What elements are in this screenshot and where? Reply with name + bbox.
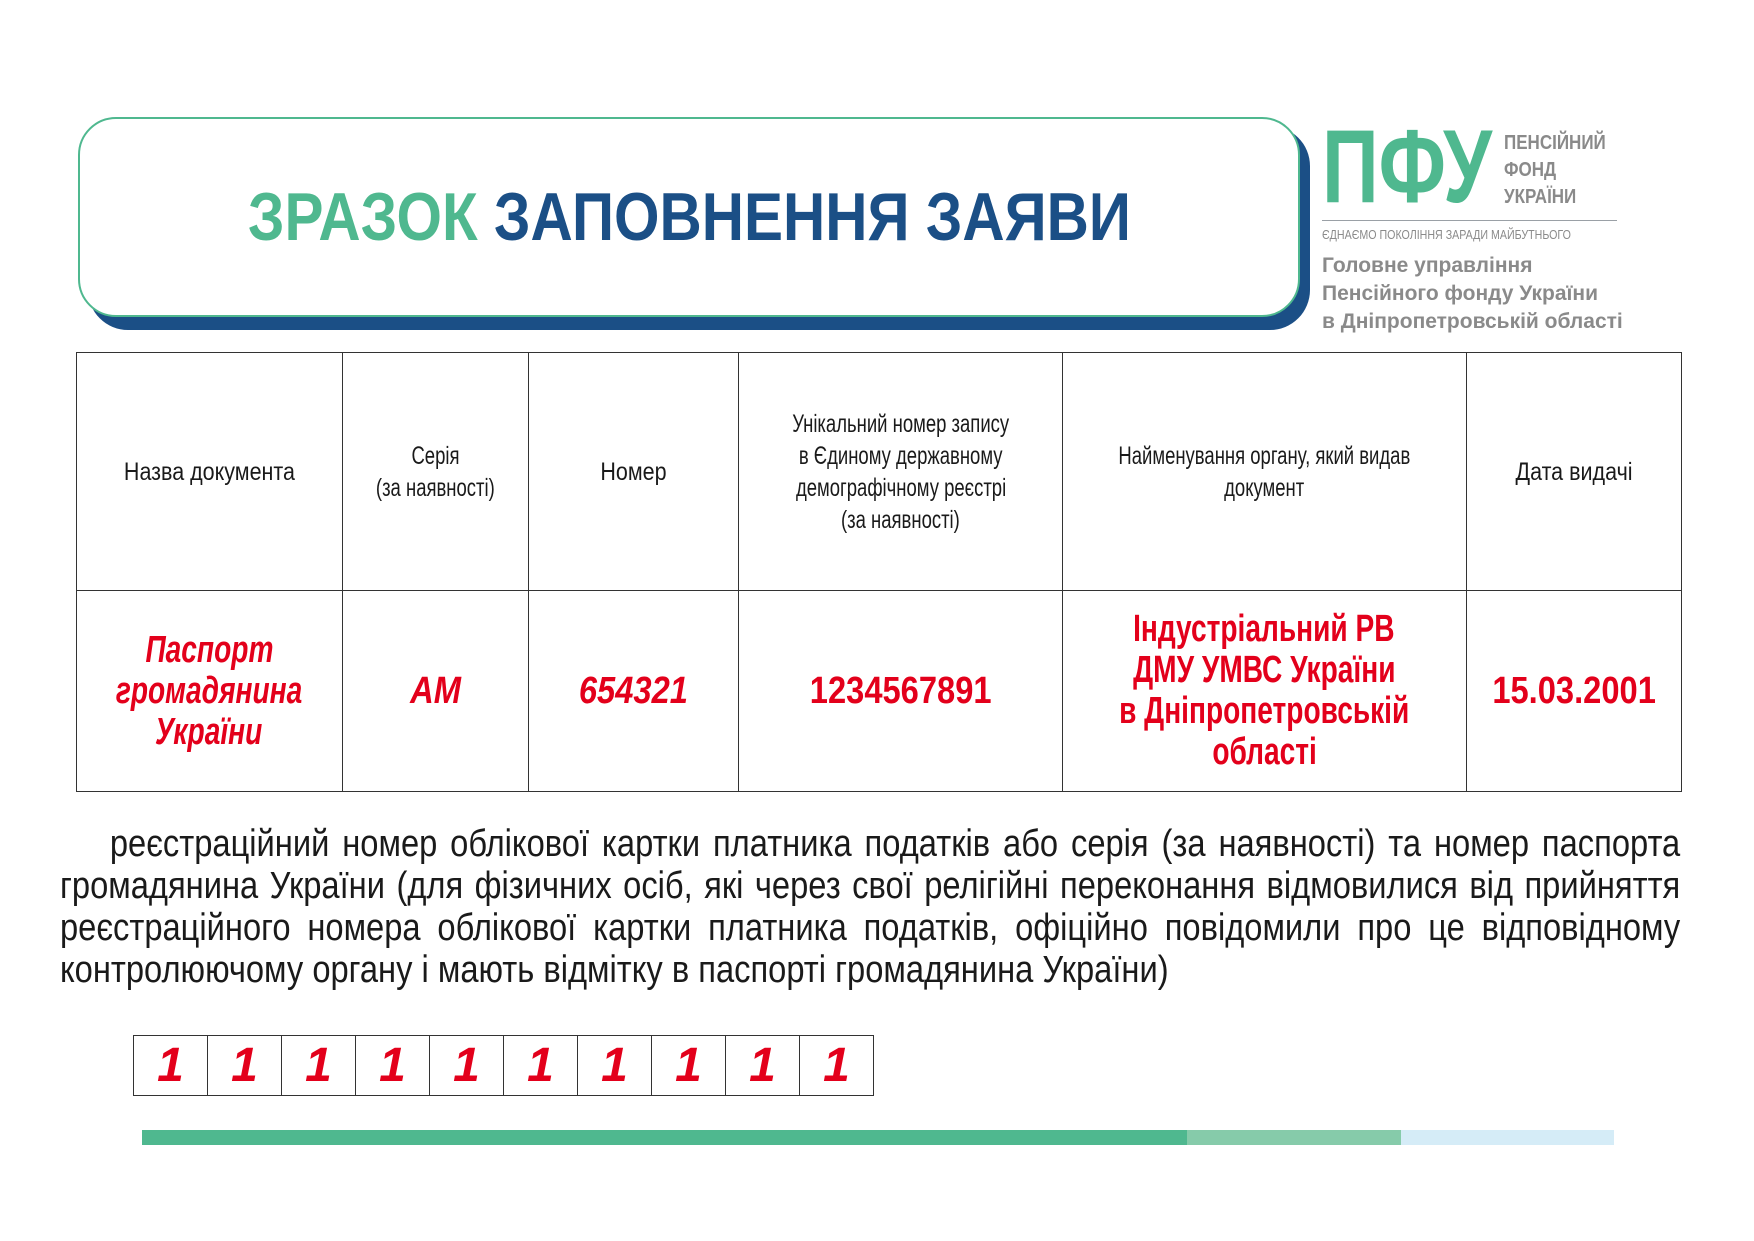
cell-unique-record-number: 1234567891 xyxy=(739,591,1063,792)
digit-box: 1 xyxy=(356,1036,430,1095)
digit-box: 1 xyxy=(208,1036,282,1095)
department-line: в Дніпропетровській області xyxy=(1322,310,1623,333)
table-row xyxy=(77,591,1682,792)
digit-box: 1 xyxy=(578,1036,652,1095)
digit-box: 1 xyxy=(430,1036,504,1095)
table-header-row xyxy=(77,353,1682,591)
header-issue-date: Дата видачі xyxy=(1467,353,1682,591)
digit-box: 1 xyxy=(652,1036,726,1095)
logo-fund-name xyxy=(1504,130,1606,211)
document-table xyxy=(76,352,1682,792)
title-banner xyxy=(78,117,1300,317)
header-series: Серія (за наявності) xyxy=(343,353,529,591)
footer-bar-light-green xyxy=(1187,1130,1401,1145)
footer-bar-green xyxy=(142,1130,1187,1145)
header-number: Номер xyxy=(529,353,739,591)
tax-number-digit-boxes xyxy=(133,1035,874,1096)
title-part-sample: ЗРАЗОК xyxy=(247,179,478,255)
logo-fund-line: ФОНД xyxy=(1504,159,1557,181)
digit-box: 1 xyxy=(504,1036,578,1095)
logo-abbr: ПФУ xyxy=(1322,122,1493,212)
department-name xyxy=(1322,252,1623,336)
cell-issue-date: 15.03.2001 xyxy=(1467,591,1682,792)
logo-fund-line: УКРАЇНИ xyxy=(1504,186,1577,208)
header-issuing-authority: Найменування органу, який видав документ xyxy=(1063,353,1467,591)
header-document-name: Назва документа xyxy=(77,353,343,591)
digit-box: 1 xyxy=(726,1036,800,1095)
logo-slogan: ЄДНАЄМО ПОКОЛІННЯ ЗАРАДИ МАЙБУТНЬОГО xyxy=(1322,227,1571,242)
cell-series: АМ xyxy=(343,591,529,792)
department-line: Пенсійного фонду України xyxy=(1322,282,1599,305)
logo-divider xyxy=(1322,220,1617,221)
page-title xyxy=(247,178,1130,256)
cell-issuing-authority: Індустріальний РВ ДМУ УМВС України в Дніпропетровській області xyxy=(1063,591,1467,792)
department-line: Головне управління xyxy=(1322,254,1533,277)
instruction-paragraph: реєстраційний номер облікової картки платника податків або серія (за наявності) та номер паспорта громадянина України (для фізичних осіб, які через свої релігійні переконання відмовилися від прийняття реєстраційного номера облікової картки платника податків, офіційно повідомили про це відповідному контролюючому органу і мають відмітку в паспорті громадянина України) xyxy=(60,823,1681,991)
footer-bar-light-blue xyxy=(1401,1130,1614,1145)
pfu-logo xyxy=(1322,122,1672,342)
digit-box: 1 xyxy=(282,1036,356,1095)
pfu-logo-mark xyxy=(1322,122,1497,212)
title-part-filling: ЗАПОВНЕННЯ ЗАЯВИ xyxy=(493,179,1131,255)
header-unique-record-number: Унікальний номер запису в Єдиному державному демографічному реєстрі (за наявності) xyxy=(739,353,1063,591)
logo-fund-line: ПЕНСІЙНИЙ xyxy=(1504,132,1606,154)
digit-box: 1 xyxy=(134,1036,208,1095)
cell-document-name: Паспорт громадянина України xyxy=(77,591,343,792)
digit-box: 1 xyxy=(800,1036,874,1095)
cell-number: 654321 xyxy=(529,591,739,792)
